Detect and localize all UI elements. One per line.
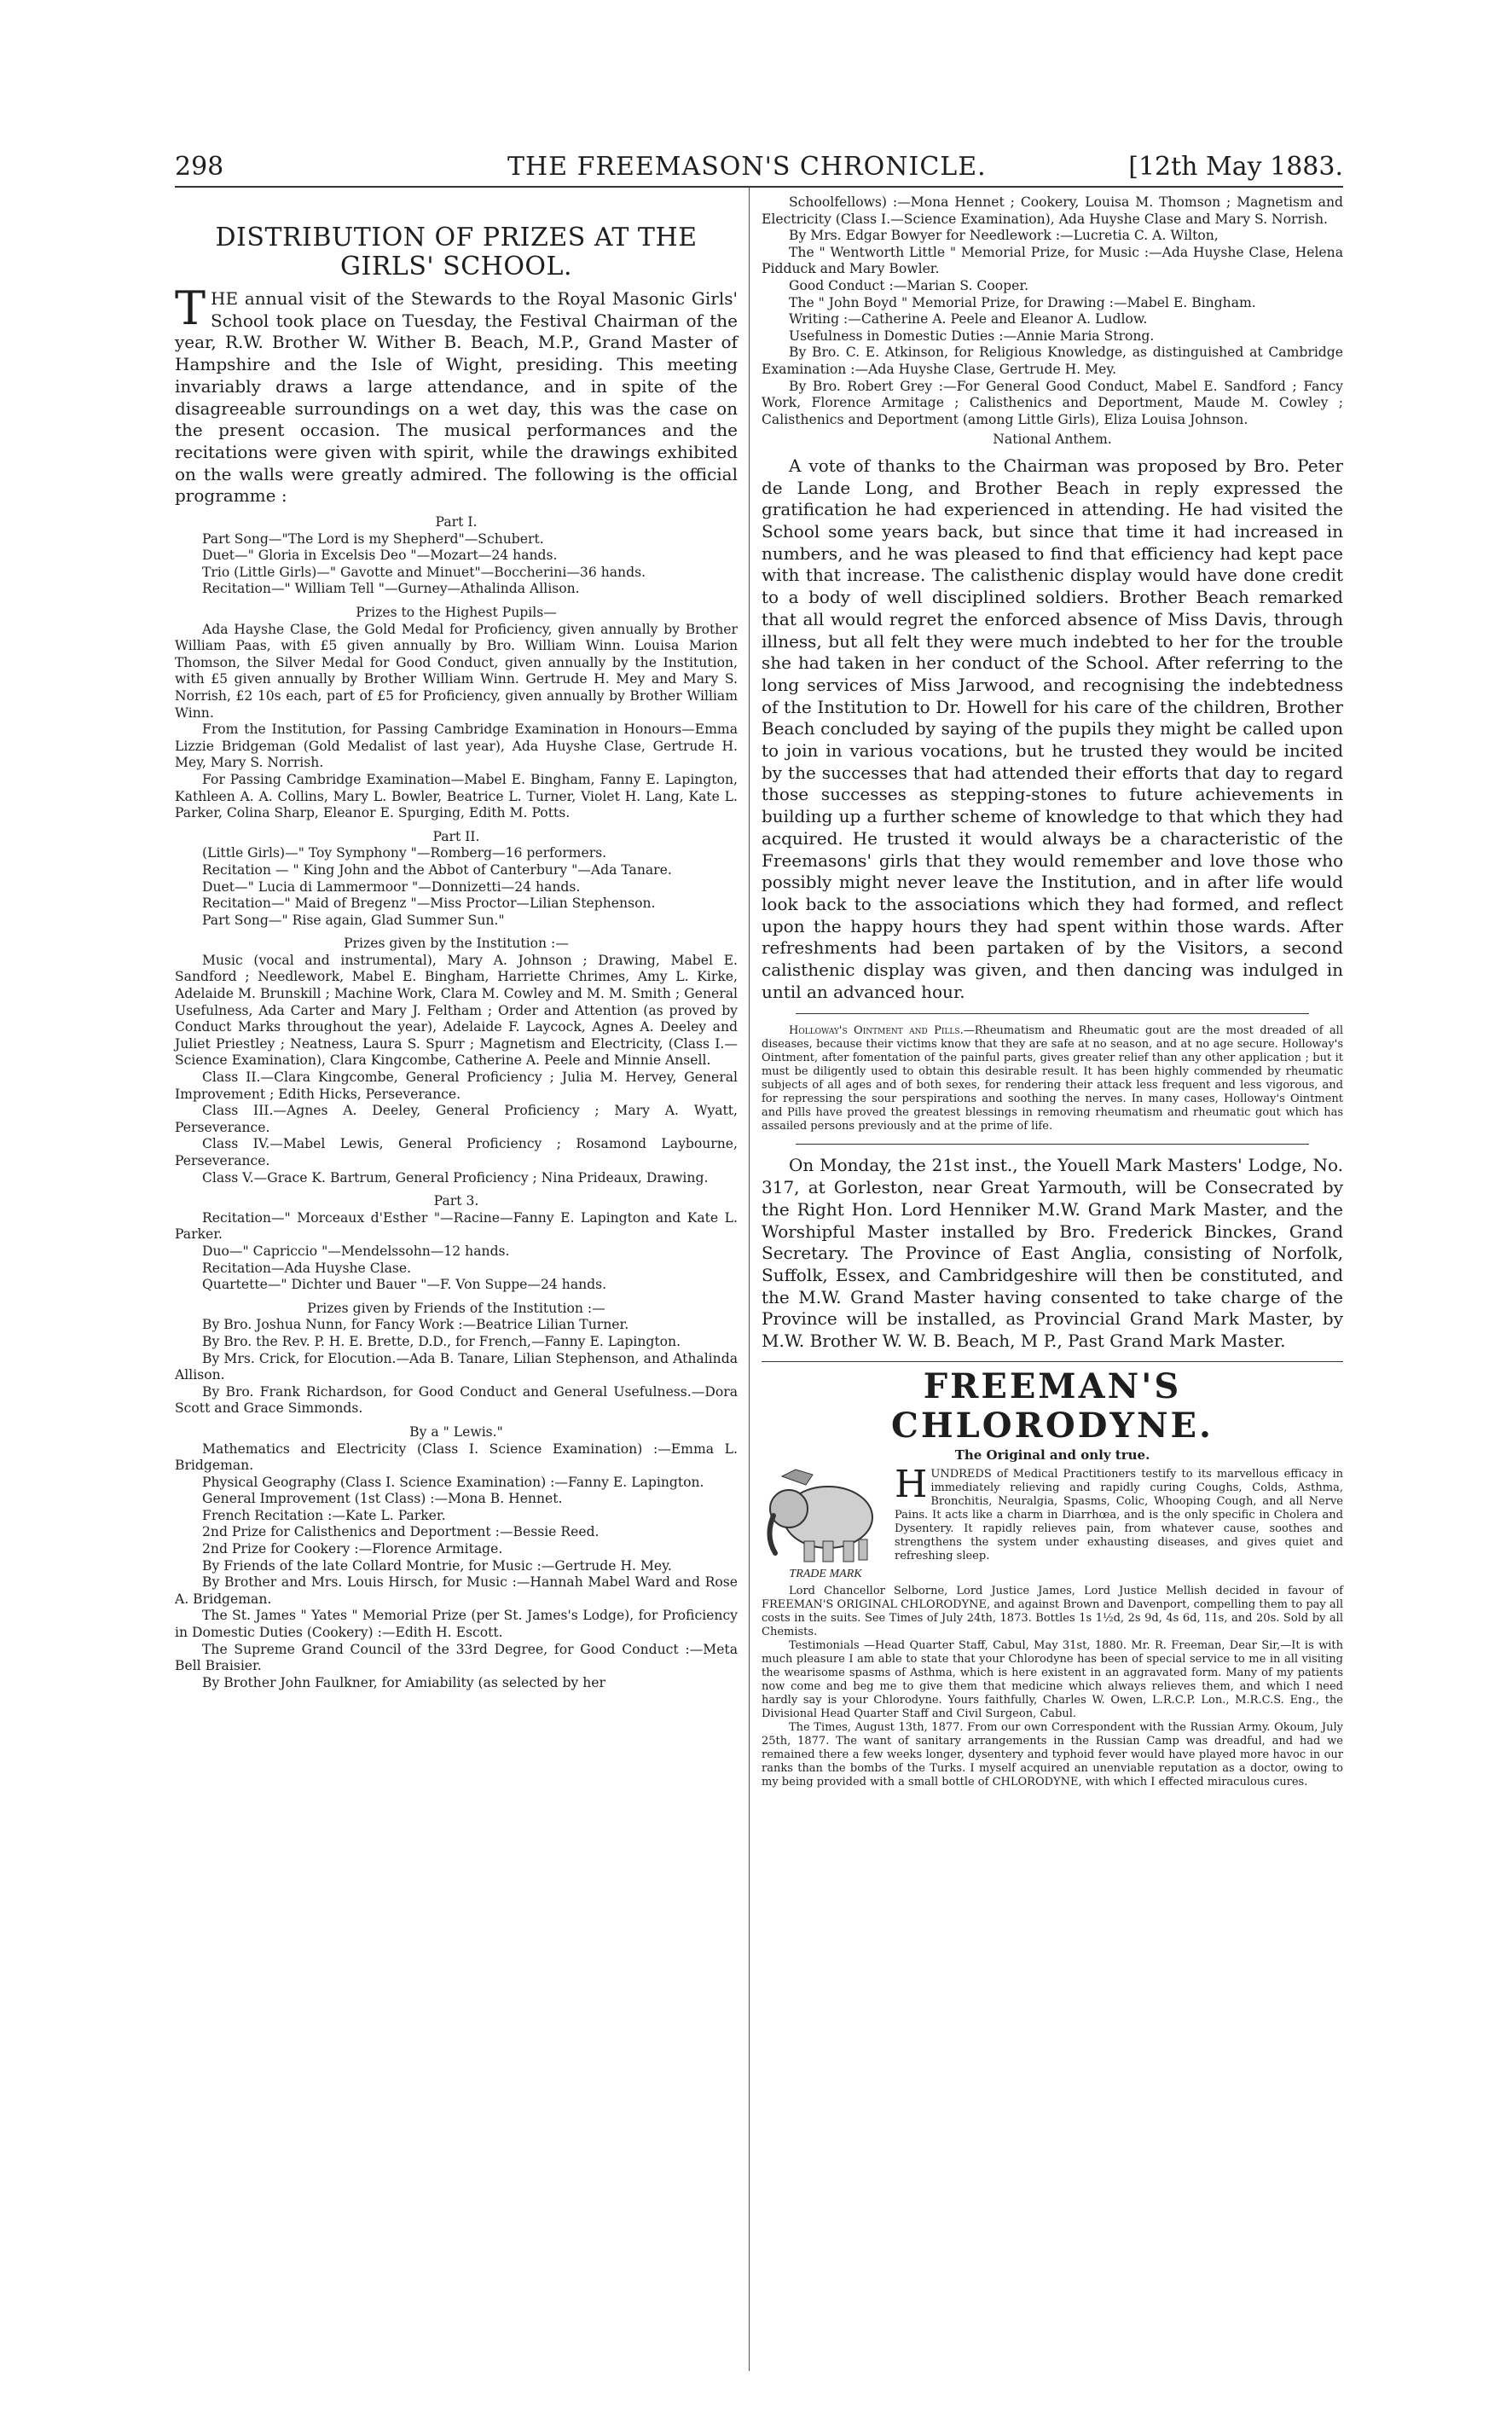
article-intro: THE annual visit of the Stewards to the Royal Masonic Girls' School took place on Tuesday, the Festival Chairman of the year, R.W. Brother W. Wither B. Beach, M.P., Grand Master of Hampshire and the Isle of Wight, presiding. This meeting invariably draws a large attendance, and in spite of the disagreeable surroundings on a wet day, this was the case on the present occasion. The musical performances and the recitations were given with spirit, while the drawings exhibited on the walls were greatly admired. The following is the official programme : bbox=[175, 281, 738, 507]
prize-paragraph: Class III.—Agnes A. Deeley, General Proficiency ; Mary A. Wyatt, Perseverance. bbox=[175, 1103, 738, 1135]
drop-cap: T bbox=[175, 281, 206, 335]
prize-paragraph: By Brother John Faulkner, for Amiability (as selected by her bbox=[202, 1674, 605, 1690]
trade-mark-label: TRADE MARK bbox=[789, 1567, 862, 1580]
prize-paragraph: By Mrs. Edgar Bowyer for Needlework :—Lucretia C. A. Wilton, bbox=[789, 228, 1219, 244]
mark-lodge-notice: On Monday, the 21st inst., the Youell Mark Masters' Lodge, No. 317, at Gorleston, near Great Yarmouth, will be Consecrated by the Right Hon. Lord Henniker M.W. Grand Mark Master, and the Worshipful Master installed by Bro. Frederick Binckes, Grand Secretary. The Province of East Anglia, consisting of Norfolk, Suffolk, Essex, and Cambridgeshire will then be constituted, and the M.W. Grand Master having consented to take charge of the Province will be installed, as Provincial Grand Mark Master, by M.W. Brother W. W. B. Beach, M P., Past Grand Mark Master. bbox=[762, 1155, 1343, 1352]
prize-paragraph: Class IV.—Mabel Lewis, General Proficiency ; Rosamond Laybourne, Perseverance. bbox=[175, 1136, 738, 1168]
prize-paragraph: General Improvement (1st Class) :—Mona B. Hennet. bbox=[202, 1491, 563, 1507]
prize-paragraph: The Supreme Grand Council of the 33rd Degree, for Good Conduct :—Meta Bell Braisier. bbox=[175, 1641, 738, 1674]
issue-date: [12th May 1883. bbox=[1128, 152, 1343, 182]
section-heading: Part II. bbox=[432, 828, 480, 844]
prize-paragraph: By Bro. Robert Grey :—For General Good Conduct, Mabel E. Sandford ; Fancy Work, Florence Armitage ; Calisthenics and Deportment, Maude M. Cowley ; Calisthenics and Deportment (among Little Girls), Eliza Louisa Johnson. bbox=[762, 378, 1343, 427]
advert-subtitle: The Original and only true. bbox=[954, 1446, 1150, 1463]
programme-item: Part Song—"The Lord is my Shepherd"—Schubert. bbox=[202, 530, 544, 547]
programme-item: Recitation—" William Tell "—Gurney—Athalinda Allison. bbox=[202, 581, 580, 597]
publication-title: THE FREEMASON'S CHRONICLE. bbox=[507, 152, 987, 182]
section-heading: By a " Lewis." bbox=[409, 1423, 503, 1440]
prize-paragraph: By Mrs. Crick, for Elocution.—Ada B. Tanare, Lilian Stephenson, and Athalinda Allison. bbox=[175, 1350, 738, 1383]
section-rule bbox=[796, 1013, 1309, 1014]
advert-testimonial: Testimonials —Head Quarter Staff, Cabul, May 31st, 1880. Mr. R. Freeman, Dear Sir,—It is with much pleasure I am able to state that your Chlorodyne has been of special service to me in all visiting the wearisome spasms of Asthma, which is here existent in an aggravated form. Many of my patients now come and beg me to give them that medicine which always relieves them, and which I need hardly say is your Chlorodyne. Yours faithfully, Charles W. Owen, L.R.C.P. Lon., M.R.C.S. Eng., the Divisional Head Quarter Staff and Civil Surgeon, Cabul. bbox=[762, 1638, 1343, 1720]
prize-paragraph: The St. James " Yates " Memorial Prize (per St. James's Lodge), for Proficiency in Domestic Duties (Cookery) :—Edith H. Escott. bbox=[175, 1608, 738, 1641]
prize-paragraph: Mathematics and Electricity (Class I. Science Examination) :—Emma L. Bridgeman. bbox=[175, 1441, 738, 1474]
header-rule bbox=[175, 186, 1343, 188]
advert-legal: Lord Chancellor Selborne, Lord Justice James, Lord Justice Mellish decided in favour of FREEMAN'S ORIGINAL CHLORODYNE, and against Brown and Davenport, compelling them to pay all costs in the suits. See Times of July 24th, 1873. Bottles 1s 1½d, 2s 9d, 4s 6d, 11s, and 20s. Sold by all Chemists. bbox=[762, 1584, 1343, 1638]
programme-item: Duet—" Gloria in Excelsis Deo "—Mozart—24 hands. bbox=[202, 548, 558, 564]
programme-item: Part Song—" Rise again, Glad Summer Sun." bbox=[202, 912, 505, 928]
section-heading: Part I. bbox=[435, 514, 478, 530]
prize-paragraph: French Recitation :—Kate L. Parker. bbox=[202, 1507, 446, 1523]
column-separator bbox=[749, 188, 750, 2371]
prize-paragraph: Class V.—Grace K. Bartrum, General Proficiency ; Nina Prideaux, Drawing. bbox=[202, 1169, 709, 1186]
holloway-notice: Holloway's Ointment and Pills.—Rheumatism and Rheumatic gout are the most dreaded of all diseases, because their victims know that they are safe at no season, and at no age secure. Holloway's Ointment, after fomentation of the painful parts, gives greater relief than any other application ; but it must be diligently used to obtain this desirable result. It has been highly commended by rheumatic subjects of all ages and of both sexes, for rendering their attack less frequent and less vigorous, and for repressing the sour perspirations and soothing the nerves. In many cases, Holloway's Ointment and Pills have proved the greatest blessings in removing rheumatism and rheumatic gout which has assailed persons previously and at the prime of life. bbox=[762, 1024, 1343, 1133]
prize-paragraph: 2nd Prize for Calisthenics and Deportment :—Bessie Reed. bbox=[202, 1524, 600, 1540]
vote-of-thanks: A vote of thanks to the Chairman was proposed by Bro. Peter de Lande Long, and Brother Beach in reply expressed the gratification he had experienced in attending. He had visited the School some years back, but since that time it had increased in numbers, and he was pleased to find that efficiency had kept pace with that increase. The calisthenic display would have done credit to a body of well disciplined soldiers. Brother Beach remarked that all would regret the enforced absence of Miss Davis, through illness, but all felt they were much indebted to her for the trouble she had taken in her conduct of the School. After referring to the long services of Miss Jarwood, and recognising the indebtedness of the Institution to Dr. Howell for his care of the children, Brother Beach concluded by saying of the pupils they might be called upon to join in various vocations, but he trusted they would be incited by the successes that had attended their efforts that day to regard those successes as stepping-stones to future achievements in building up a further scheme of knowledge to that which they had acquired. He trusted it would always be a characteristic of the Freemasons' girls that they would remember and love those who possibly might never leave the Institution, and in after life would look back to the associations which they had formed, and reflect upon the happy hours they had spent within those wards. After refreshments had been partaken of by the Visitors, a second calisthenic display was given, and then dancing was indulged in until an advanced hour. bbox=[762, 455, 1343, 1002]
prize-paragraph: By Bro. Joshua Nunn, for Fancy Work :—Beatrice Lilian Turner. bbox=[202, 1317, 629, 1333]
programme-item: Duo—" Capriccio "—Mendelssohn—12 hands. bbox=[202, 1243, 510, 1259]
prize-paragraph: Writing :—Catherine A. Peele and Eleanor A. Ludlow. bbox=[789, 311, 1148, 328]
programme-item: Recitation—" Morceaux d'Esther "—Racine—Fanny E. Lapington and Kate L. Parker. bbox=[175, 1209, 738, 1243]
prize-paragraph: From the Institution, for Passing Cambridge Examination in Honours—Emma Lizzie Bridgeman (Gold Medalist of last year), Ada Huyshe Clase, Gertrude H. Mey, Mary S. Norrish. bbox=[175, 722, 738, 771]
advert-drop-cap: H bbox=[895, 1462, 928, 1506]
section-rule bbox=[762, 1361, 1343, 1362]
page-number: 298 bbox=[175, 152, 224, 182]
section-heading: Prizes given by Friends of the Institution :— bbox=[307, 1300, 605, 1316]
prize-paragraph: Physical Geography (Class I. Science Examination) :—Fanny E. Lapington. bbox=[202, 1474, 704, 1490]
advert-title: FREEMAN'S CHLORODYNE. bbox=[891, 1365, 1214, 1446]
page-header bbox=[175, 152, 1343, 186]
programme-item: Recitation—" Maid of Bregenz "—Miss Proctor—Lilian Stephenson. bbox=[202, 896, 656, 912]
advert-body: HUNDREDS of Medical Practitioners testify to its marvellous efficacy in immediately relieving and rapidly curing Coughs, Colds, Asthma, Bronchitis, Neuralgia, Spasms, Colic, Whooping Cough, and all Nerve Pains. It acts like a charm in Diarrhœa, and is the only specific in Cholera and Dysentery. It rapidly relieves pain, from whatever cause, soothes and strengthens the system under exhausting diseases, and gives quiet and refreshing sleep. bbox=[895, 1462, 1343, 1562]
prize-paragraph: Good Conduct :—Marian S. Cooper. bbox=[789, 277, 1029, 293]
prize-paragraph: Music (vocal and instrumental), Mary A. Johnson ; Drawing, Mabel E. Sandford ; Needlework, Mabel E. Bingham, Harriette Chrimes, Amy L. Kirke, Adelaide M. Brunskill ; Machine Work, Clara M. Cowley and M. M. Smith ; General Usefulness, Ada Carter and Mary J. Feltham ; Order and Attention (as proved by Conduct Marks throughout the year), Adelaide F. Laycock, Agnes A. Deeley and Juliet Priestley ; Neatness, Laura S. Spurr ; Magnetism and Electricity, (Class I.—Science Examination), Clara Kingcombe, Catherine A. Peele and Minnie Ansell. bbox=[175, 952, 738, 1069]
prize-paragraph: By Bro. C. E. Atkinson, for Religious Knowledge, as distinguished at Cambridge Examination :—Ada Huyshe Clase, Gertrude H. Mey. bbox=[762, 345, 1343, 377]
elephant-trademark-icon bbox=[762, 1468, 889, 1583]
section-heading: Prizes to the Highest Pupils— bbox=[356, 605, 557, 620]
programme-item: Trio (Little Girls)—" Gavotte and Minuet"—Boccherini—36 hands. bbox=[202, 564, 646, 580]
prize-paragraph: Class II.—Clara Kingcombe, General Proficiency ; Julia M. Hervey, General Improvement ; Edith Hicks, Perseverance. bbox=[175, 1070, 738, 1102]
chlorodyne-advert bbox=[762, 1367, 1343, 1789]
programme-item: (Little Girls)—" Toy Symphony "—Romberg—16 performers. bbox=[202, 845, 607, 861]
right-column bbox=[762, 194, 1343, 1789]
section-heading: Part 3. bbox=[433, 1193, 479, 1209]
section-rule bbox=[796, 1144, 1309, 1145]
programme-item: Recitation — " King John and the Abbot of Canterbury "—Ada Tanare. bbox=[202, 861, 672, 878]
prize-paragraph: By Bro. the Rev. P. H. E. Brette, D.D., for French,—Fanny E. Lapington. bbox=[202, 1333, 681, 1349]
prize-paragraph: By Friends of the late Collard Montrie, for Music :—Gertrude H. Mey. bbox=[202, 1557, 672, 1574]
national-anthem: National Anthem. bbox=[993, 432, 1112, 448]
prize-paragraph: By Bro. Frank Richardson, for Good Conduct and General Usefulness.—Dora Scott and Grace Simmonds. bbox=[175, 1383, 738, 1417]
prize-paragraph: For Passing Cambridge Examination—Mabel E. Bingham, Fanny E. Lapington, Kathleen A. A. Collins, Mary L. Bowler, Beatrice L. Turner, Violet H. Lang, Kate L. Parker, Colina Sharp, Eleanor E. Spurging, Edith M. Potts. bbox=[175, 771, 738, 821]
programme-item: Quartette—" Dichter und Bauer "—F. Von Suppe—24 hands. bbox=[202, 1277, 607, 1293]
article-title: DISTRIBUTION OF PRIZES AT THE GIRLS' SCHOOL. bbox=[215, 223, 698, 281]
prize-paragraph: 2nd Prize for Cookery :—Florence Armitage. bbox=[202, 1541, 503, 1557]
prize-paragraph: The " John Boyd " Memorial Prize, for Drawing :—Mabel E. Bingham. bbox=[789, 294, 1256, 310]
prize-paragraph: Usefulness in Domestic Duties :—Annie Maria Strong. bbox=[789, 328, 1155, 344]
prize-paragraph: By Brother and Mrs. Louis Hirsch, for Music :—Hannah Mabel Ward and Rose A. Bridgeman. bbox=[175, 1574, 738, 1607]
section-heading: Prizes given by the Institution :— bbox=[344, 936, 569, 952]
prize-paragraph: The " Wentworth Little " Memorial Prize, for Music :—Ada Huyshe Clase, Helena Pidduck and Mary Bowler. bbox=[762, 244, 1343, 277]
prize-paragraph: Ada Hayshe Clase, the Gold Medal for Proficiency, given annually by Brother William Paas, with £5 given annually by Bro. William Winn. Louisa Marion Thomson, the Silver Medal for Good Conduct, given annually by the Institution, with £5 given annually by Brother William Winn. Gertrude H. Mey and Mary S. Norrish, £2 10s each, part of £5 for Proficiency, given annually by Brother William Winn. bbox=[175, 621, 738, 721]
programme-item: Recitation—Ada Huyshe Clase. bbox=[202, 1260, 412, 1276]
holloway-lead: Holloway's Ointment and Pills. bbox=[789, 1024, 964, 1038]
advert-times: The Times, August 13th, 1877. From our own Correspondent with the Russian Army. Okoum, July 25th, 1877. The want of sanitary arrangements in the Russian Camp was dreadful, and had we remained there a few weeks longer, dysentery and typhoid fever would have played more havoc in our ranks than the bombs of the Turks. I myself acquired an unenviable reputation as a doctor, owing to my being provided with a small bottle of CHLORODYNE, with which I effected miraculous cures. bbox=[762, 1720, 1343, 1788]
programme-item: Duet—" Lucia di Lammermoor "—Donnizetti—24 hands. bbox=[202, 878, 581, 895]
left-column bbox=[175, 223, 738, 1691]
prize-paragraph: Schoolfellows) :—Mona Hennet ; Cookery, Louisa M. Thomson ; Magnetism and Electricity (Class I.—Science Examination), Ada Huyshe Clase and Mary S. Norrish. bbox=[762, 194, 1343, 227]
